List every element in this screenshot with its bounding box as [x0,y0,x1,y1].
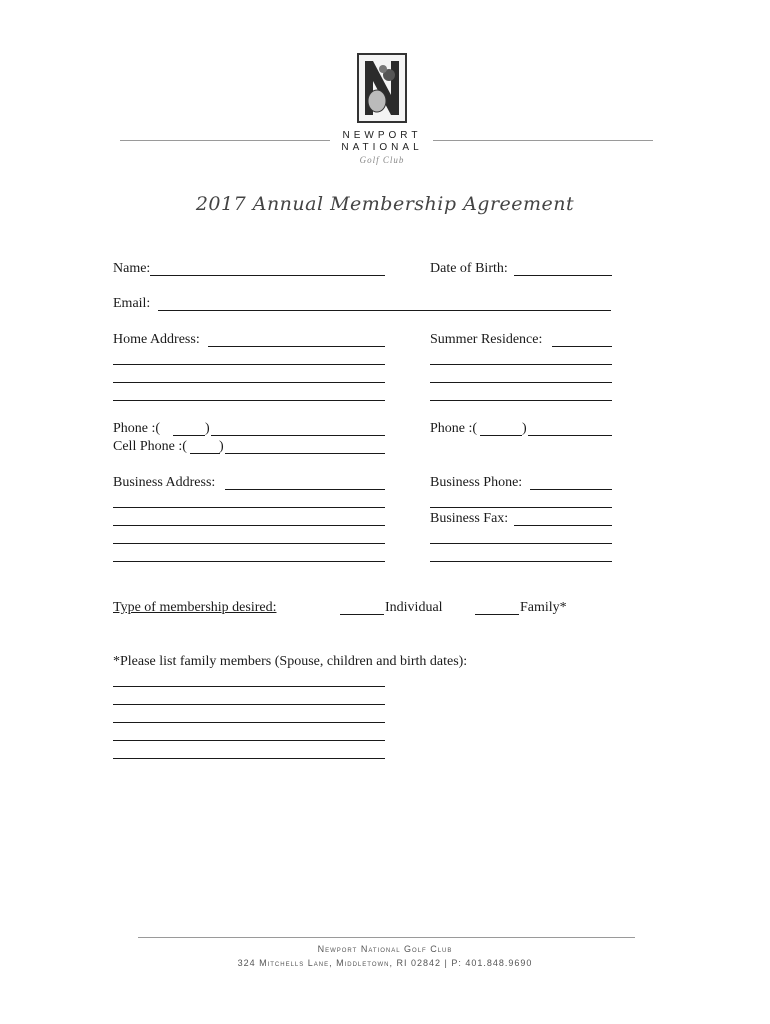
email-field[interactable] [158,310,611,311]
home-address-label: Home Address: [113,332,200,347]
page-title: 2017 Annual Membership Agreement [195,193,575,215]
family-checkbox-line[interactable] [475,614,519,615]
business-address-line[interactable] [113,561,385,562]
business-fax-label: Business Fax: [430,511,509,526]
home-address-line[interactable] [113,382,385,383]
business-address-line[interactable] [113,507,385,508]
business-phone-field[interactable] [530,489,612,490]
individual-checkbox-line[interactable] [340,614,384,615]
family-note: *Please list family members (Spouse, children and birth dates): [113,654,468,669]
family-member-line[interactable] [113,740,385,741]
business-address-line[interactable] [113,525,385,526]
brand-line2: NATIONAL [341,142,423,153]
cell-area-code-field[interactable] [190,453,220,454]
business-address-line[interactable] [113,543,385,544]
summer-residence-field[interactable] [552,346,612,347]
brand-subtitle: Golf Club [359,155,405,165]
dob-label: Date of Birth: [430,261,508,276]
brand-line1: NEWPORT [342,130,422,141]
cell-phone-close-paren: ) [219,439,224,454]
home-address-line[interactable] [113,364,385,365]
home-address-field[interactable] [208,346,385,347]
phone2-label: Phone :( [430,421,478,436]
header-rule-left [120,140,330,141]
phone-number-field[interactable] [211,435,385,436]
footer-rule [138,937,635,938]
phone2-number-field[interactable] [528,435,612,436]
family-member-line[interactable] [113,704,385,705]
business-fax-line[interactable] [430,561,612,562]
dob-field[interactable] [514,275,612,276]
name-label: Name: [113,261,151,276]
summer-residence-line[interactable] [430,364,612,365]
phone-close-paren: ) [205,421,210,436]
option-individual: Individual [385,600,443,615]
membership-type-label: Type of membership desired: [113,600,277,615]
header-rule-right [433,140,653,141]
cell-phone-label: Cell Phone :( [113,439,187,454]
phone-label: Phone :( [113,421,161,436]
phone2-close-paren: ) [522,421,527,436]
business-fax-field[interactable] [514,525,612,526]
business-phone-label: Business Phone: [430,475,523,490]
name-field[interactable] [150,275,385,276]
club-logo [357,53,407,123]
phone2-area-code-field[interactable] [480,435,522,436]
option-family: Family* [520,600,567,615]
business-address-field[interactable] [225,489,385,490]
footer-address: 324 Mitchells Lane, Middletown, RI 02842 | P: 401.848.9690 [237,958,533,968]
summer-residence-line[interactable] [430,400,612,401]
family-member-line[interactable] [113,686,385,687]
summer-residence-line[interactable] [430,382,612,383]
footer-club-name: Newport National Golf Club [317,944,453,954]
cell-number-field[interactable] [225,453,385,454]
summer-residence-label: Summer Residence: [430,332,543,347]
business-address-label: Business Address: [113,475,216,490]
email-label: Email: [113,296,151,311]
business-fax-line[interactable] [430,543,612,544]
family-member-line[interactable] [113,722,385,723]
business-phone-line[interactable] [430,507,612,508]
family-member-line[interactable] [113,758,385,759]
phone-area-code-field[interactable] [173,435,205,436]
home-address-line[interactable] [113,400,385,401]
